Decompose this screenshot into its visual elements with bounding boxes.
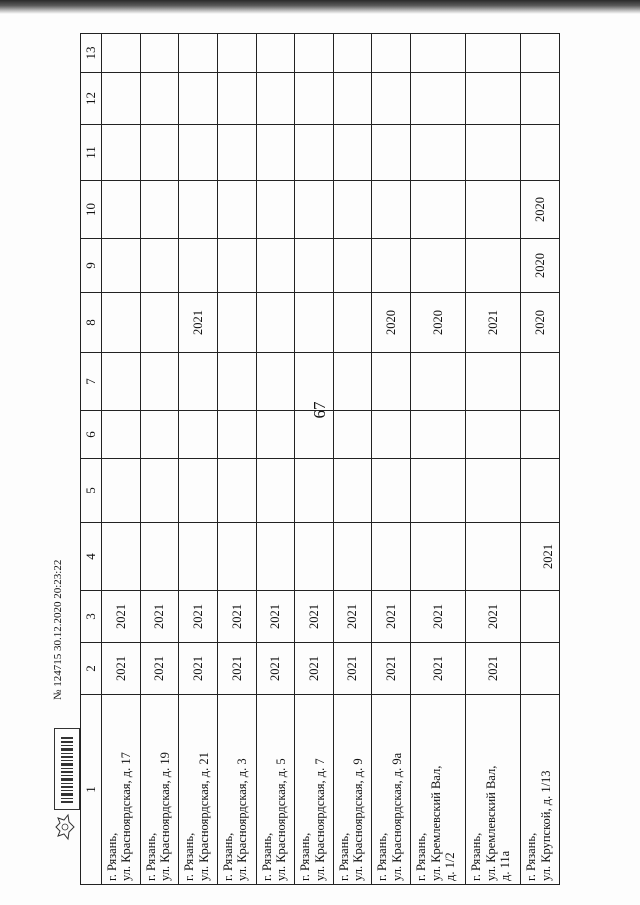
value-cell-col-2: 2021: [217, 643, 256, 695]
address-line: ул. Кремлевский Вал,: [483, 765, 498, 881]
address-line: г. Рязань,: [298, 832, 313, 881]
value-cell-col-5: [466, 459, 521, 523]
value-cell-col-4: 2021: [521, 523, 560, 591]
value-cell-col-2: [521, 643, 560, 695]
footer-stamp-rotated: [50, 700, 94, 860]
value-cell-col-13: [256, 34, 295, 73]
value-cell-col-2: 2021: [140, 643, 179, 695]
value-cell-col-7: [411, 353, 466, 411]
value-cell-col-3: 2021: [102, 591, 141, 643]
value-cell-col-9: [256, 239, 295, 293]
column-header-11: 11: [81, 125, 102, 181]
column-header-10: 10: [81, 181, 102, 239]
value-cell-col-10: [295, 181, 334, 239]
column-header-5: 5: [81, 459, 102, 523]
value-cell-col-11: [295, 125, 334, 181]
address-line: д. 11а: [497, 850, 512, 881]
address-line: ул. Красноярдская, д. 19: [158, 752, 173, 881]
value-cell-col-4: [333, 523, 372, 591]
value-cell-col-11: [102, 125, 141, 181]
value-cell-col-10: [217, 181, 256, 239]
value-cell-col-2: 2021: [295, 643, 334, 695]
value-cell-col-4: [411, 523, 466, 591]
value-cell-col-6: [179, 411, 218, 459]
address-line: ул. Красноярдская, д. 3: [235, 758, 250, 881]
value-cell-col-8: 2021: [179, 293, 218, 353]
address-line: г. Рязань,: [414, 832, 429, 881]
coat-of-arms-icon: [54, 812, 76, 842]
value-cell-col-3: 2021: [217, 591, 256, 643]
address-cell: [217, 695, 256, 885]
value-cell-col-5: [140, 459, 179, 523]
value-cell-col-13: [333, 34, 372, 73]
value-cell-col-10: [102, 181, 141, 239]
value-cell-col-11: [256, 125, 295, 181]
value-cell-col-5: [295, 459, 334, 523]
value-cell-col-12: [372, 73, 411, 125]
value-cell-col-3: 2021: [411, 591, 466, 643]
value-cell-col-7: [466, 353, 521, 411]
value-cell-col-8: [217, 293, 256, 353]
address-line: ул. Красноярдская, д. 9: [351, 758, 366, 881]
value-cell-col-3: 2021: [466, 591, 521, 643]
table-row: [411, 34, 466, 885]
value-cell-col-9: [140, 239, 179, 293]
value-cell-col-12: [521, 73, 560, 125]
value-cell-col-2: 2021: [411, 643, 466, 695]
address-line: г. Рязань,: [143, 832, 158, 881]
value-cell-col-3: 2021: [295, 591, 334, 643]
value-cell-col-4: [466, 523, 521, 591]
value-cell-col-6: [333, 411, 372, 459]
value-cell-col-5: [411, 459, 466, 523]
value-cell-col-13: [217, 34, 256, 73]
value-cell-col-12: [102, 73, 141, 125]
value-cell-col-8: [140, 293, 179, 353]
value-cell-col-12: [333, 73, 372, 125]
address-cell: [295, 695, 334, 885]
address-line: г. Рязань,: [105, 832, 119, 881]
value-cell-col-6: [217, 411, 256, 459]
column-header-6: 6: [81, 411, 102, 459]
value-cell-col-6: [140, 411, 179, 459]
value-cell-col-4: [102, 523, 141, 591]
value-cell-col-10: [333, 181, 372, 239]
address-line: ул. Красноярдская, д. 7: [312, 758, 327, 881]
value-cell-col-7: [256, 353, 295, 411]
value-cell-col-11: [333, 125, 372, 181]
table-row: [521, 34, 560, 885]
column-header-12: 12: [81, 73, 102, 125]
value-cell-col-8: 2020: [411, 293, 466, 353]
value-cell-col-11: [466, 125, 521, 181]
value-cell-col-7: [372, 353, 411, 411]
value-cell-col-12: [256, 73, 295, 125]
value-cell-col-10: [466, 181, 521, 239]
value-cell-col-8: [102, 293, 141, 353]
value-cell-col-11: [372, 125, 411, 181]
barcode-icon: [59, 733, 75, 805]
value-cell-col-8: [295, 293, 334, 353]
value-cell-col-5: [179, 459, 218, 523]
address-line: ул. Красноярдская, д. 21: [196, 752, 211, 881]
address-line: г. Рязань,: [336, 832, 351, 881]
address-cell: [411, 695, 466, 885]
value-cell-col-10: [140, 181, 179, 239]
value-cell-col-3: 2021: [372, 591, 411, 643]
value-cell-col-12: [466, 73, 521, 125]
table-row: [217, 34, 256, 885]
value-cell-col-2: 2021: [333, 643, 372, 695]
value-cell-col-10: 2020: [521, 181, 560, 239]
column-header-9: 9: [81, 239, 102, 293]
value-cell-col-7: [333, 353, 372, 411]
value-cell-col-7: [217, 353, 256, 411]
address-line: д. 1/2: [442, 852, 457, 881]
value-cell-col-8: [333, 293, 372, 353]
address-line: г. Рязань,: [469, 832, 484, 881]
table-row: [295, 34, 334, 885]
column-header-1: 1: [81, 695, 102, 885]
address-line: ул. Красноярдская, д. 17: [119, 752, 134, 881]
value-cell-col-8: [256, 293, 295, 353]
value-cell-col-5: [372, 459, 411, 523]
footer-stamp-area: [50, 740, 210, 860]
value-cell-col-6: [295, 411, 334, 459]
value-cell-col-3: 2021: [333, 591, 372, 643]
value-cell-col-9: [102, 239, 141, 293]
value-cell-col-4: [256, 523, 295, 591]
value-cell-col-9: [411, 239, 466, 293]
address-line: ул. Крупской, д. 1/13: [538, 770, 553, 881]
address-line: г. Рязань,: [259, 832, 274, 881]
value-cell-col-13: [411, 34, 466, 73]
value-cell-col-5: [256, 459, 295, 523]
value-cell-col-3: 2021: [140, 591, 179, 643]
value-cell-col-6: [256, 411, 295, 459]
value-cell-col-11: [217, 125, 256, 181]
scan-top-edge: [0, 0, 640, 14]
value-cell-col-13: [521, 34, 560, 73]
barcode-stamp-icon: [54, 728, 80, 810]
value-cell-col-9: [217, 239, 256, 293]
value-cell-col-4: [140, 523, 179, 591]
address-cell: [521, 695, 560, 885]
value-cell-col-9: 2020: [521, 239, 560, 293]
value-cell-col-13: [295, 34, 334, 73]
value-cell-col-8: 2020: [521, 293, 560, 353]
value-cell-col-2: 2021: [256, 643, 295, 695]
value-cell-col-9: [466, 239, 521, 293]
value-cell-col-10: [372, 181, 411, 239]
address-cell: [333, 695, 372, 885]
value-cell-col-13: [466, 34, 521, 73]
address-line: ул. Красноярдская, д. 5: [273, 758, 288, 881]
value-cell-col-13: [140, 34, 179, 73]
value-cell-col-8: 2020: [372, 293, 411, 353]
value-cell-col-11: [179, 125, 218, 181]
value-cell-col-13: [102, 34, 141, 73]
value-cell-col-12: [179, 73, 218, 125]
value-cell-col-6: [102, 411, 141, 459]
value-cell-col-11: [140, 125, 179, 181]
column-header-7: 7: [81, 353, 102, 411]
table-row: [256, 34, 295, 885]
value-cell-col-4: [372, 523, 411, 591]
value-cell-col-7: [179, 353, 218, 411]
value-cell-col-5: [217, 459, 256, 523]
value-cell-col-9: [179, 239, 218, 293]
value-cell-col-2: 2021: [466, 643, 521, 695]
value-cell-col-9: [333, 239, 372, 293]
value-cell-col-4: [179, 523, 218, 591]
value-cell-col-2: 2021: [102, 643, 141, 695]
value-cell-col-7: [521, 353, 560, 411]
column-header-3: 3: [81, 591, 102, 643]
value-cell-col-11: [521, 125, 560, 181]
value-cell-col-6: [466, 411, 521, 459]
value-cell-col-4: [217, 523, 256, 591]
value-cell-col-10: [411, 181, 466, 239]
value-cell-col-3: 2021: [179, 591, 218, 643]
value-cell-col-2: 2021: [372, 643, 411, 695]
value-cell-col-2: 2021: [179, 643, 218, 695]
value-cell-col-5: [521, 459, 560, 523]
value-cell-col-12: [217, 73, 256, 125]
registration-stamp-text: № 124715 30.12.2020 20:23:22: [52, 559, 64, 700]
address-line: г. Рязань,: [220, 832, 235, 881]
value-cell-col-8: 2021: [466, 293, 521, 353]
value-cell-col-12: [140, 73, 179, 125]
table-row: [372, 34, 411, 885]
value-cell-col-5: [102, 459, 141, 523]
table-row: [466, 34, 521, 885]
value-cell-col-4: [295, 523, 334, 591]
value-cell-col-6: [372, 411, 411, 459]
value-cell-col-3: 2021: [256, 591, 295, 643]
value-cell-col-7: [295, 353, 334, 411]
value-cell-col-10: [256, 181, 295, 239]
address-line: г. Рязань,: [375, 832, 390, 881]
address-line: ул. Кремлевский Вал,: [428, 765, 443, 881]
value-cell-col-5: [333, 459, 372, 523]
address-cell: [256, 695, 295, 885]
value-cell-col-12: [295, 73, 334, 125]
value-cell-col-9: [372, 239, 411, 293]
value-cell-col-6: [521, 411, 560, 459]
column-header-4: 4: [81, 523, 102, 591]
value-cell-col-13: [372, 34, 411, 73]
address-line: г. Рязань,: [524, 832, 539, 881]
address-cell: [372, 695, 411, 885]
column-header-2: 2: [81, 643, 102, 695]
value-cell-col-11: [411, 125, 466, 181]
value-cell-col-7: [102, 353, 141, 411]
value-cell-col-7: [140, 353, 179, 411]
value-cell-col-12: [411, 73, 466, 125]
column-header-8: 8: [81, 293, 102, 353]
value-cell-col-10: [179, 181, 218, 239]
value-cell-col-9: [295, 239, 334, 293]
address-line: г. Рязань,: [182, 832, 197, 881]
column-header-13: 13: [81, 34, 102, 73]
value-cell-col-13: [179, 34, 218, 73]
value-cell-col-3: [521, 591, 560, 643]
value-cell-col-6: [411, 411, 466, 459]
address-cell: [466, 695, 521, 885]
page-number: 67: [310, 401, 329, 419]
table-row: [333, 34, 372, 885]
address-line: ул. Красноярдская, д. 9а: [389, 752, 404, 881]
